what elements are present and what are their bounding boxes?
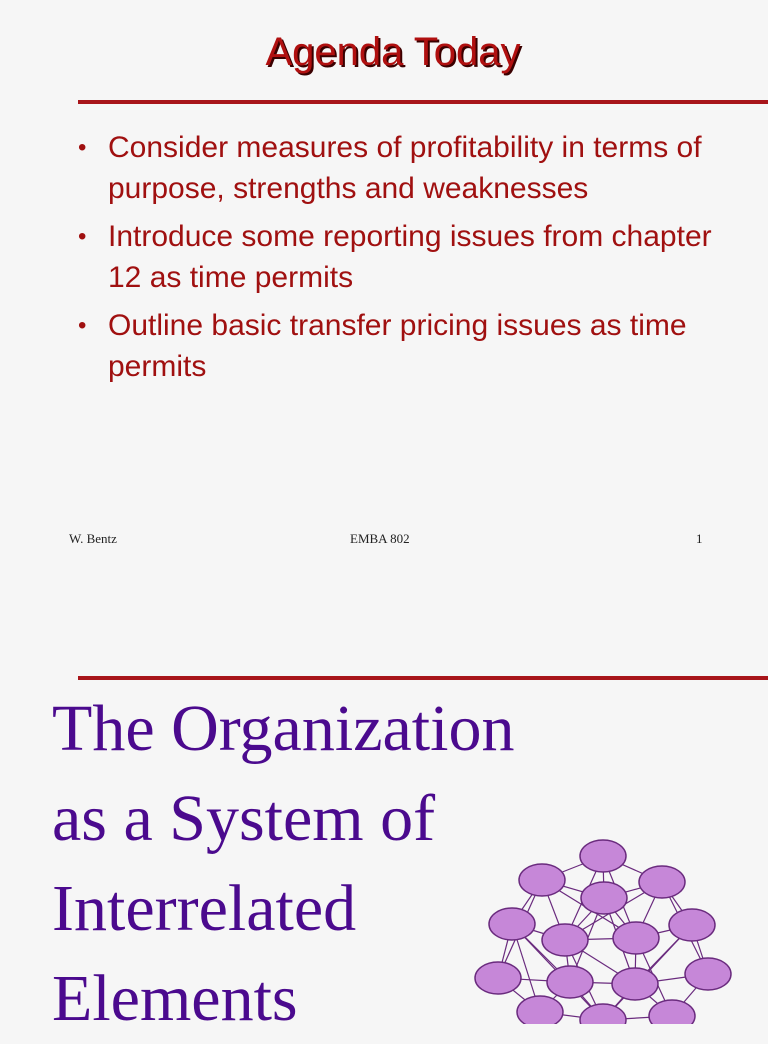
network-node bbox=[547, 966, 593, 998]
network-node bbox=[685, 958, 731, 990]
bullet-text: Introduce some reporting issues from chapter 12 as time permits bbox=[108, 220, 712, 294]
network-node bbox=[517, 996, 563, 1024]
slide2-top-divider bbox=[78, 676, 768, 680]
footer-author: W. Bentz bbox=[69, 531, 117, 546]
network-diagram-icon bbox=[460, 830, 750, 1024]
network-node bbox=[639, 866, 685, 898]
footer-page-number: 1 bbox=[696, 531, 703, 546]
bullet-icon: • bbox=[78, 312, 87, 339]
bullet-list bbox=[78, 128, 718, 395]
network-node bbox=[519, 864, 565, 896]
slide2-title-line: The Organization bbox=[52, 692, 515, 765]
slide2-title-line: Interrelated bbox=[52, 872, 357, 945]
bullet-text: Outline basic transfer pricing issues as time permits bbox=[108, 309, 687, 383]
slide-title: Agenda Today bbox=[265, 30, 521, 74]
network-node bbox=[489, 908, 535, 940]
footer-course: EMBA 802 bbox=[350, 531, 410, 546]
network-node bbox=[580, 840, 626, 872]
network-node bbox=[580, 1004, 626, 1024]
bullet-item bbox=[78, 306, 718, 387]
bullet-icon: • bbox=[78, 134, 87, 161]
network-node bbox=[669, 909, 715, 941]
bullet-item bbox=[78, 217, 718, 298]
network-node bbox=[649, 1000, 695, 1024]
slide2-title-line: as a System of bbox=[52, 782, 436, 855]
bullet-item bbox=[78, 128, 718, 209]
bullet-icon: • bbox=[78, 223, 87, 250]
network-node bbox=[542, 924, 588, 956]
network-node bbox=[612, 968, 658, 1000]
slide2-title-line: Elements bbox=[52, 962, 298, 1035]
bullet-text: Consider measures of profitability in terms of purpose, strengths and weaknesses bbox=[108, 131, 702, 205]
title-divider bbox=[78, 100, 768, 104]
network-node bbox=[475, 962, 521, 994]
network-node bbox=[613, 922, 659, 954]
network-node bbox=[581, 882, 627, 914]
